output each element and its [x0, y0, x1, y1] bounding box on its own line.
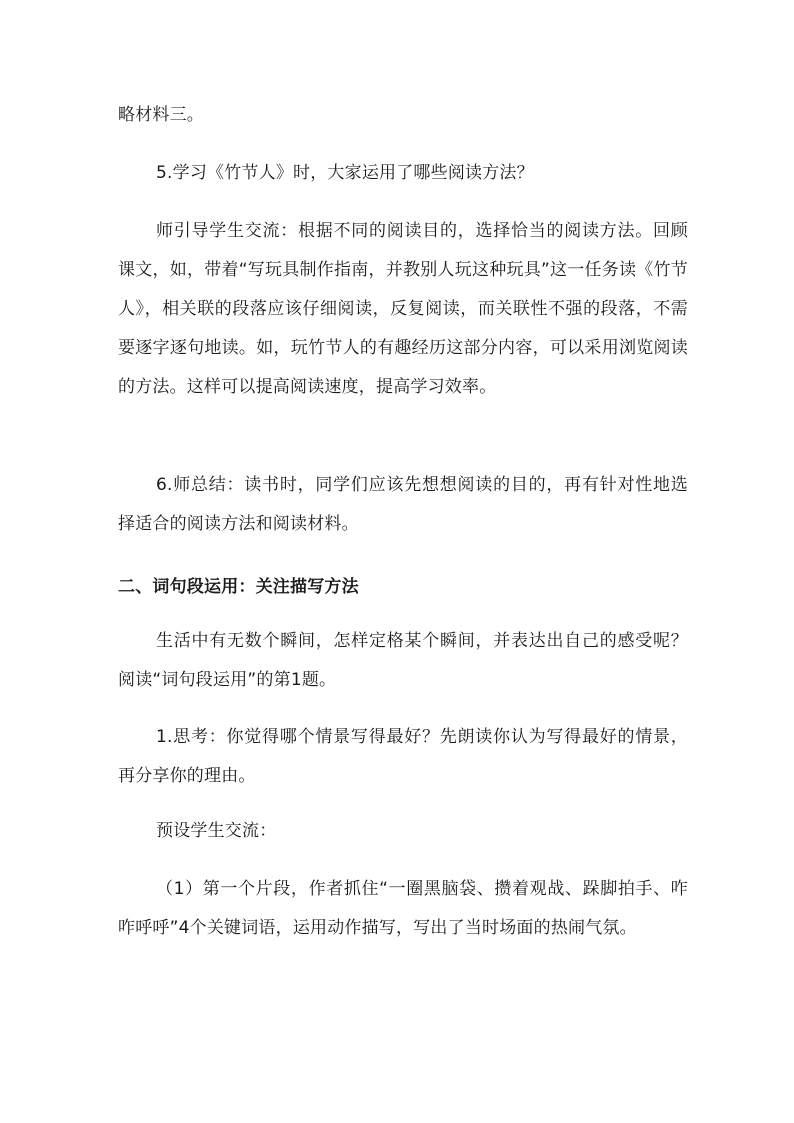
paragraph-continuation: 略材料三。	[118, 105, 204, 125]
teacher-summary-6: 6.师总结：读书时，同学们应该先想想阅读的目的，再有针对性地选择适合的阅读方法和阅读材料。	[118, 475, 688, 534]
section-heading: 二、词句段运用：关注描写方法	[118, 577, 359, 597]
teacher-guidance-paragraph: 师引导学生交流：根据不同的阅读目的，选择恰当的阅读方法。回顾课文，如，带着“写玩具制作指南，并教别人玩这种玩具”这一任务读《竹节人》，相关联的段落应该仔细阅读，反复阅读，而关联性不强的段落，不需要逐字逐句地读。如，玩竹节人的有趣经历这部分内容，可以采用浏览阅读的方法。这样可以提高阅读速度，提高学习效率。	[118, 221, 688, 397]
preset-exchange-label: 预设学生交流：	[156, 821, 277, 841]
thinking-question-1: 1.思考：你觉得哪个情景写得最好？先朗读你认为写得最好的情景，再分享你的理由。	[118, 727, 688, 786]
question-5: 5.学习《竹节人》时，大家运用了哪些阅读方法？	[156, 163, 534, 183]
intro-paragraph: 生活中有无数个瞬间，怎样定格某个瞬间，并表达出自己的感受呢？阅读“词句段运用”的第1题。	[118, 631, 688, 690]
answer-item-1: （1）第一个片段，作者抓住“一圈黑脑袋、攒着观战、跺脚拍手、咋咋呼呼”4个关键词语，运用动作描写，写出了当时场面的热闹气氛。	[118, 879, 688, 938]
